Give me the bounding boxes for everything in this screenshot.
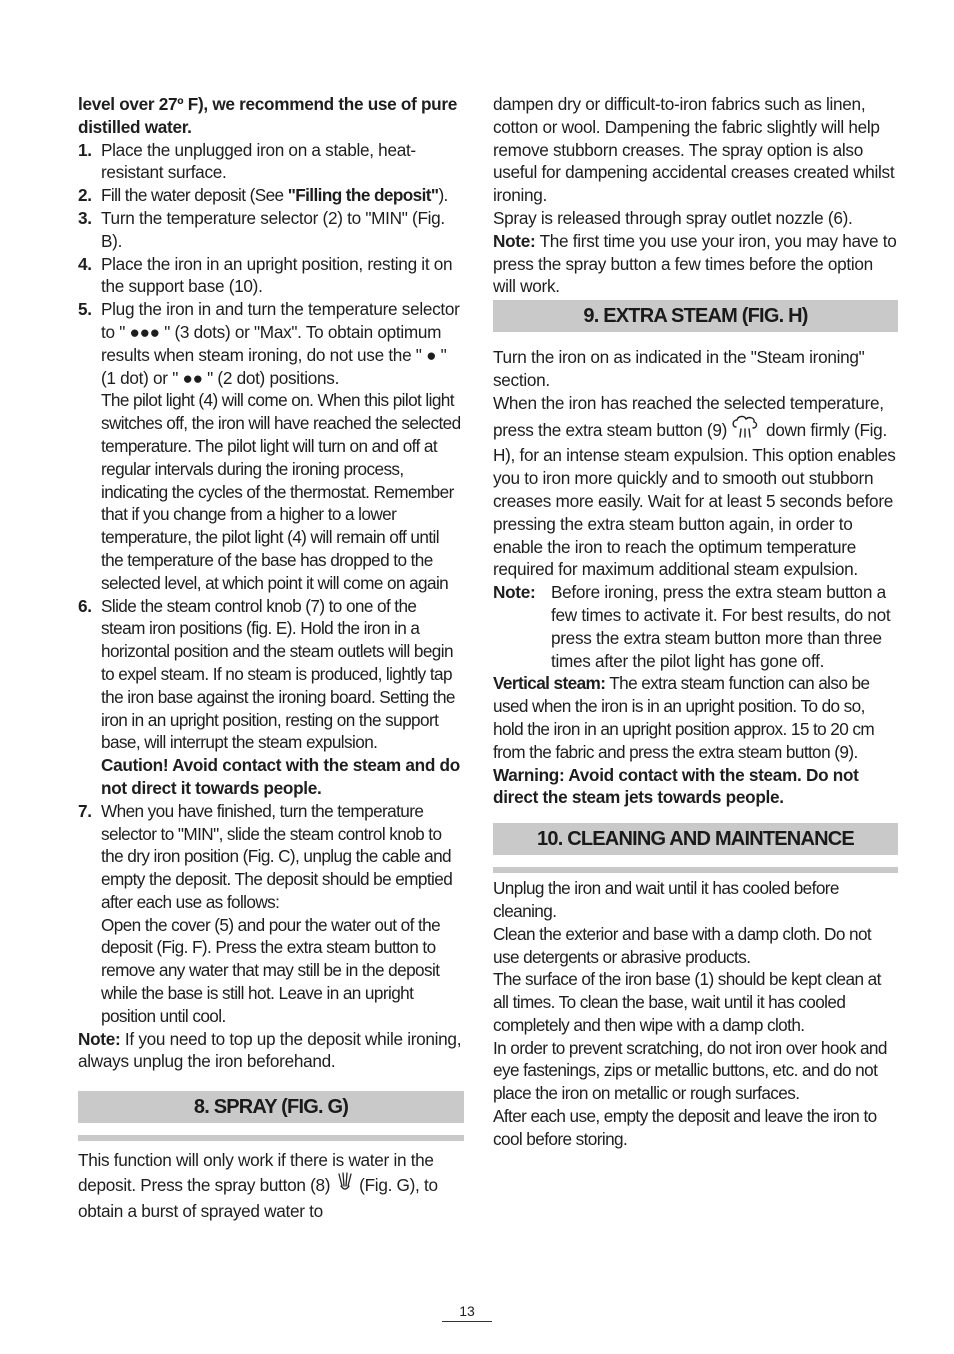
spray-icon (335, 1172, 355, 1200)
cleaning-paragraph-1: Unplug the iron and wait until it has cooled before cleaning. (493, 878, 839, 921)
note-label: Note: (78, 1028, 121, 1049)
pilot-light-text: The pilot light (4) will come on. When this pilot light switches off, the iron will have reached the selected temperature. The pilot light will turn on and off at regular intervals during the ironing process, indicating the cycles of the thermostat. Remember that if you change from a higher to a lower temperature, the pilot light (4) will remain off until the temperature of the base has dropped to the selected level, at which point it will come on again (101, 390, 461, 593)
step-text-part: ). (438, 185, 448, 206)
page-footer (442, 1302, 492, 1320)
step-text-extra: Open the cover (5) and pour the water out of the deposit (Fig. F). Press the extra steam button to remove any water that may still be in the deposit while the base is still hot. Leave in an upright position until cool. (101, 914, 441, 1026)
step-text-part: Fill the water deposit (See (101, 185, 288, 206)
step-3 (78, 207, 464, 253)
step-text: Place the iron in an upright position, resting it on the support base (10). (101, 253, 453, 297)
step-4 (78, 253, 464, 299)
note-label: Note: (493, 230, 536, 251)
step-text: Slide the steam control knob (7) to one of the steam iron positions (fig. E). Hold the iron in a horizontal position and the steam outlets will begin to expel steam. If no steam is produced, lightly tap the iron base against the ironing board. Setting the iron in an upright position, resting on the support base, will interrupt the steam expulsion. (101, 595, 455, 753)
section-heading-spray (78, 1091, 464, 1123)
steam-paragraph-1: Turn the iron on as indicated in the "Steam ironing" section. (493, 347, 865, 390)
cleaning-paragraph-5: After each use, empty the deposit and leave the iron to cool before storing. (493, 1106, 877, 1149)
note-paragraph (78, 1028, 464, 1074)
step-number: 6. (78, 595, 92, 616)
steam-paragraph-2 (493, 392, 898, 581)
step-text-part: " (1 dot) or " (101, 344, 447, 388)
note-text: The first time you use your iron, you may have to press the spray button a few times before the option will work. (493, 230, 897, 297)
three-dots-icon: ●●● (129, 321, 160, 342)
section-heading-cleaning (493, 823, 898, 855)
step-number: 4. (78, 253, 92, 274)
step-number: 1. (78, 139, 92, 160)
intro-bold: level over 27º F), we recommend the use of pure distilled water. (78, 94, 458, 137)
page-number-underline (442, 1321, 492, 1322)
spray-nozzle-text: Spray is released through spray outlet nozzle (6). (493, 207, 853, 228)
steam-note (493, 581, 898, 672)
vertical-steam-text: The extra steam function can also be used when the iron is in an upright position. To do so, hold the iron in an upright position approx. 15 to 20 cm from the fabric and press the extra steam button (9). (493, 673, 875, 762)
heading-underline (78, 1135, 464, 1141)
two-dots-icon: ●● (182, 367, 203, 388)
filling-deposit-ref: "Filling the deposit" (287, 185, 439, 206)
spray-note (493, 230, 898, 298)
spray-text: This function will only work if there is water in the deposit. Press the spray button (8) (78, 1150, 434, 1196)
step-text: Place the unplugged iron on a stable, heat-resistant surface. (101, 139, 416, 183)
step-number: 2. (78, 185, 92, 206)
step-6 (78, 595, 464, 800)
steam-text: down firmly (Fig. H), for an intense steam expulsion. This option enables you to iron more quickly and to smooth out stubborn creases more easily. Wait for at least 5 seconds before pressing the extra steam button again, in order to enable the iron to reach the optimum temperature required for maximum additional steam expulsion. (493, 419, 896, 580)
vertical-steam-paragraph (493, 672, 898, 763)
steam-icon (731, 415, 761, 445)
page-number: 13 (459, 1303, 475, 1319)
right-column (493, 93, 898, 1151)
step-number: 5. (78, 299, 92, 320)
step-5 (78, 298, 464, 594)
step-text-part: " (3 dots) or "Max". To obtain optimum results when steam ironing, do not use the " (101, 321, 442, 365)
step-1 (78, 139, 464, 185)
spray-text: (Fig. G), to obtain a burst of sprayed water to (78, 1175, 438, 1221)
heading-text: 10. CLEANING AND MAINTENANCE (537, 828, 854, 851)
note-text: Before ironing, press the extra steam button a few times to activate it. For best results, do not press the extra steam button more than three times after the pilot light has gone off. (551, 582, 891, 671)
cleaning-paragraph-4: In order to prevent scratching, do not iron over hook and eye fastenings, zips or metallic buttons, etc. and do not place the iron on metallic or rough surfaces. (493, 1037, 887, 1104)
note-label: Note: (493, 582, 536, 603)
vertical-steam-label: Vertical steam: (493, 673, 606, 694)
step-text-part: Plug the iron in and turn the temperature selector to " (101, 299, 460, 342)
cleaning-paragraph-2: Clean the exterior and base with a damp cloth. Do not use detergents or abrasive products. (493, 923, 872, 967)
steam-text: When the iron has reached the selected temperature, press the extra steam button (9) (493, 392, 884, 440)
step-number: 3. (78, 207, 92, 228)
caution-text: Caution! Avoid contact with the steam and do not direct it towards people. (101, 755, 460, 798)
step-text: When you have finished, turn the temperature selector to "MIN", slide the steam control knob to the dry iron position (Fig. C), unplug the cable and empty the deposit. The deposit should be emptied after each use as follows: (101, 800, 453, 912)
heading-text: 9. EXTRA STEAM (FIG. H) (583, 305, 808, 328)
cleaning-paragraph-3: The surface of the iron base (1) should be kept clean at all times. To clean the base, wait until it has cooled completely and then wipe with a damp cloth. (493, 969, 881, 1035)
heading-text: 8. SPRAY (FIG. G) (193, 1096, 349, 1119)
warning-text: Warning: Avoid contact with the steam. Do not direct the steam jets towards people. (493, 764, 859, 808)
section-heading-extra-steam (493, 300, 898, 332)
step-text (101, 298, 464, 389)
step-2 (78, 184, 464, 207)
step-number: 7. (78, 800, 92, 821)
one-dot-icon: ● (426, 344, 437, 365)
heading-underline (493, 867, 898, 873)
left-column (78, 93, 464, 1223)
spray-continued: dampen dry or difficult-to-iron fabrics such as linen, cotton or wool. Dampening the fabric slightly will help remove stubborn creases. The spray option is also useful for dampening accidental creases created whilst ironing. (493, 94, 895, 206)
step-text: Turn the temperature selector (2) to "MIN" (Fig. B). (101, 207, 445, 251)
note-text: If you need to top up the deposit while ironing, always unplug the iron beforehand. (78, 1028, 462, 1072)
step-7 (78, 800, 464, 1028)
step-text (101, 184, 464, 207)
step-text-part: " (2 dot) positions. (202, 367, 340, 388)
spray-paragraph (78, 1149, 464, 1222)
